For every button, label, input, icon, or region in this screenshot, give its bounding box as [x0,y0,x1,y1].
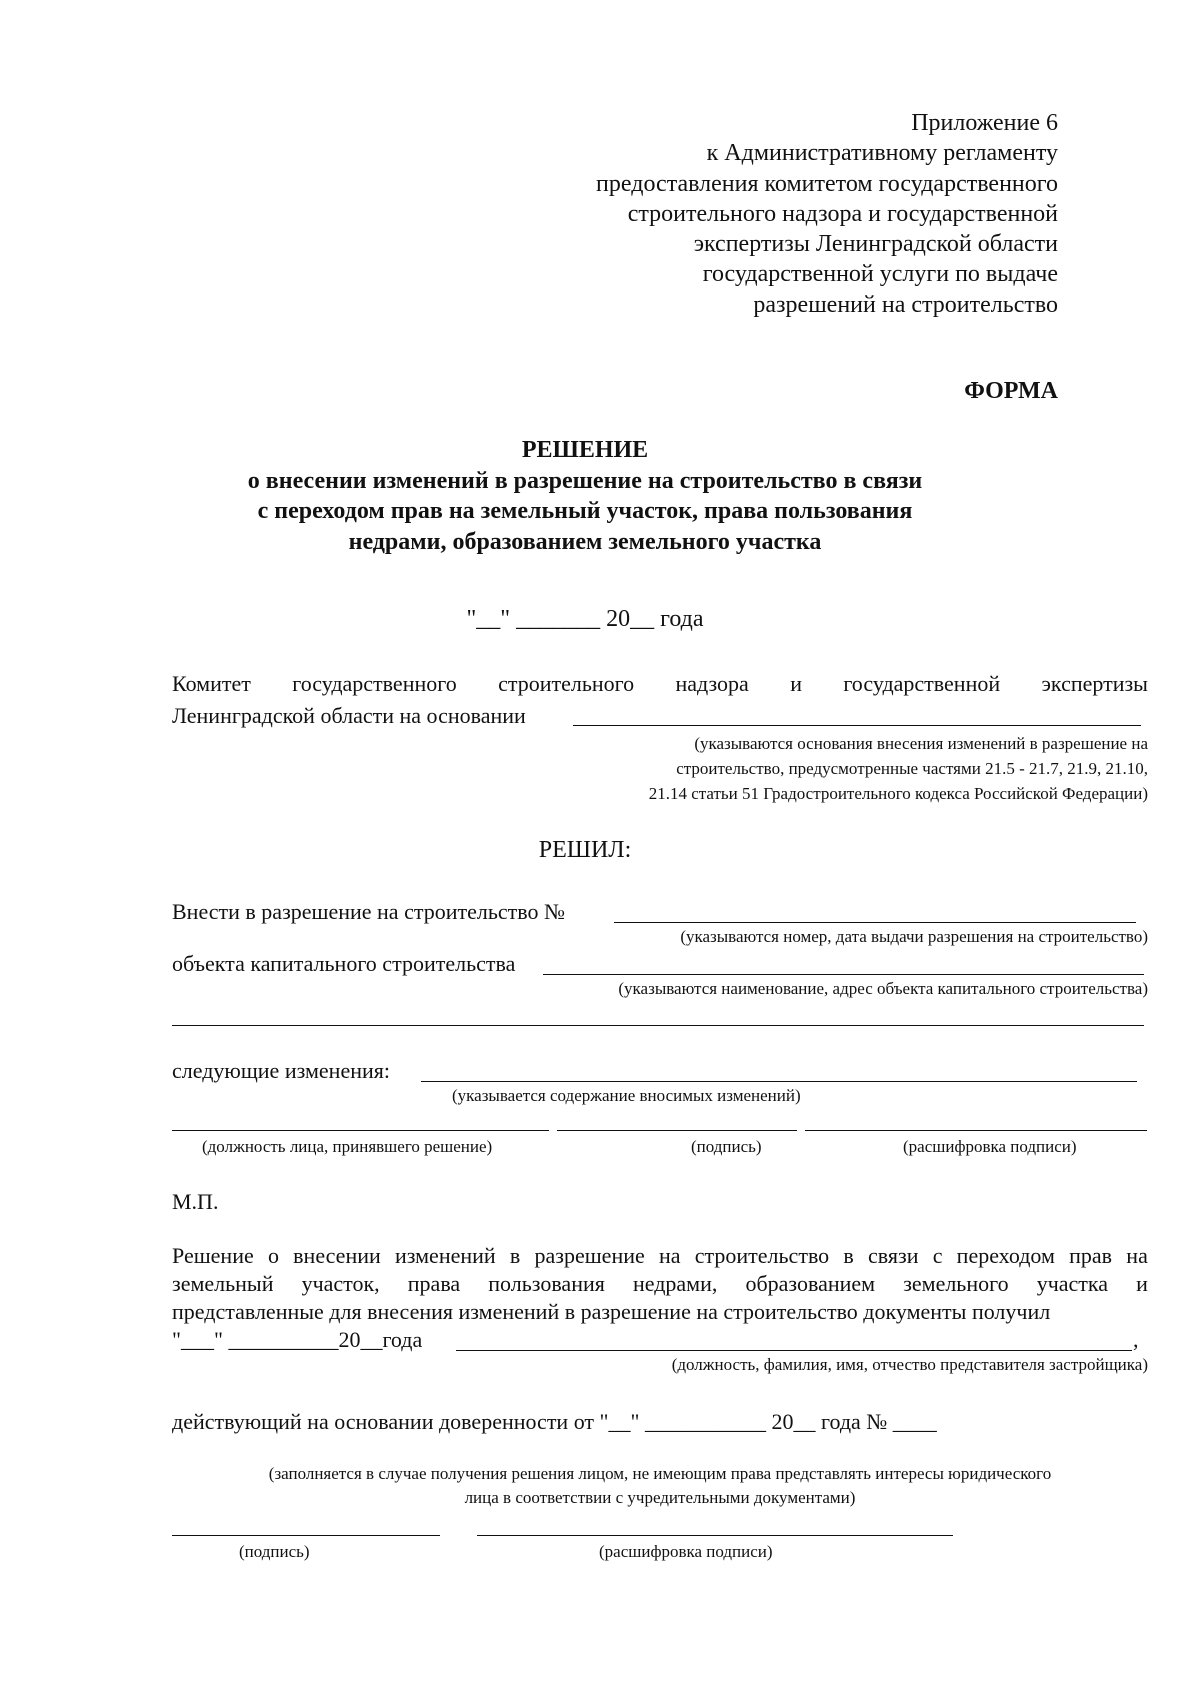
permit-number-blank[interactable] [614,922,1136,923]
appendix-header [596,108,1058,320]
word: Комитет [172,671,251,696]
word: земельного [903,1271,1009,1296]
note-line: лица в соответствии с учредительными документами) [464,1488,856,1507]
word: с [932,1243,943,1268]
bottom-signature-hint: (подпись) [239,1542,310,1561]
word: строительного [498,671,635,696]
word: земельный [172,1271,274,1296]
note-line: (заполняется в случае получения решения лицом, не имеющим права представлять интересы юридического [268,1464,1052,1483]
position-hint: (должность лица, принявшего решение) [202,1137,493,1156]
word: о [267,1243,279,1268]
title-line: с переходом прав на земельный участок, права пользования [257,498,913,524]
committee-line-1 [172,671,1148,697]
title-line: о внесении изменений в разрешение на строительство в связи [247,467,923,494]
receipt-line-1 [172,1243,1148,1269]
appendix-line: разрешений на строительство [753,291,1058,318]
title-line: недрами, образованием земельного участка [348,528,822,555]
attorney-note [172,1462,1148,1510]
position-blank[interactable] [172,1130,549,1131]
word: в [509,1243,521,1268]
receipt-line-3: представленные для внесения изменений в разрешение на строительство документы получил [172,1299,1051,1324]
changes-hint: (указывается содержание вносимых изменений) [452,1086,801,1105]
object-blank-2[interactable] [172,1025,1144,1026]
power-of-attorney: действующий на основании доверенности от "__" ___________ 20__ года № ____ [172,1409,937,1434]
hint-line: строительство, предусмотренные частями 21.5 - 21.7, 21.9, 21.10, [676,759,1148,778]
word: изменений [394,1243,496,1268]
word: в [843,1243,854,1268]
word: Решение [172,1243,254,1268]
word: на [658,1243,681,1268]
word: надзора [675,671,749,696]
bottom-decode-hint: (расшифровка подписи) [599,1542,773,1561]
stamp-label: М.П. [172,1189,219,1214]
receipt-date: "___" __________20__года [172,1327,423,1352]
changes-blank[interactable] [421,1081,1137,1082]
word: и [1136,1271,1148,1296]
word: образованием [745,1271,876,1296]
title-main: РЕШЕНИЕ [521,437,649,463]
word: участка [1036,1271,1109,1296]
signature-blank[interactable] [557,1130,797,1131]
receipt-line-2 [172,1271,1148,1297]
hint-line: 21.14 статьи 51 Градостроительного кодекса Российской Федерации) [648,784,1148,803]
representative-hint: (должность, фамилия, имя, отчество представителя застройщика) [671,1355,1148,1374]
word: прав [1069,1243,1113,1268]
appendix-line: Приложение 6 [911,110,1058,136]
basis-blank[interactable] [573,725,1141,726]
permit-label: Внести в разрешение на строительство № [172,899,565,924]
hint-line: (указываются основания внесения изменений в разрешение на [694,734,1148,753]
bottom-decode-blank[interactable] [477,1535,953,1536]
word: строительство [694,1243,830,1268]
word: переходом [956,1243,1055,1268]
appendix-line: экспертизы Ленинградской области [693,231,1058,258]
object-label: объекта капитального строительства [172,951,516,976]
word: государственного [292,671,457,696]
object-hint: (указываются наименование, адрес объекта капитального строительства) [618,979,1148,998]
word: недрами, [632,1271,718,1296]
word: разрешение [534,1243,645,1268]
form-label: ФОРМА [964,378,1058,404]
object-blank[interactable] [543,974,1144,975]
changes-label: следующие изменения: [172,1058,390,1083]
word: и [790,671,802,696]
word: участок, [301,1271,380,1296]
date-line: "__" _______ 20__ года [466,606,704,632]
word: внесении [293,1243,381,1268]
basis-hint [649,731,1148,806]
appendix-line: предоставления комитетом государственного [596,170,1058,197]
committee-line-2: Ленинградской области на основании [172,703,526,728]
representative-blank[interactable] [456,1350,1132,1351]
bottom-signature-blank[interactable] [172,1535,440,1536]
word: на [1126,1243,1148,1268]
decode-blank[interactable] [805,1130,1147,1131]
permit-hint: (указываются номер, дата выдачи разрешения на строительство) [680,927,1148,946]
document-title [170,435,1000,557]
receipt-comma: , [1133,1327,1139,1352]
word: права [407,1271,461,1296]
appendix-line: к Административному регламенту [706,140,1058,167]
decode-hint: (расшифровка подписи) [903,1137,1077,1156]
signature-hint: (подпись) [691,1137,762,1156]
word: связи [868,1243,919,1268]
appendix-line: государственной услуги по выдаче [702,261,1058,288]
word: экспертизы [1041,671,1148,696]
appendix-line: строительного надзора и государственной [627,200,1058,227]
word: пользования [488,1271,605,1296]
word: государственной [843,671,1001,696]
decided-heading: РЕШИЛ: [538,837,632,863]
